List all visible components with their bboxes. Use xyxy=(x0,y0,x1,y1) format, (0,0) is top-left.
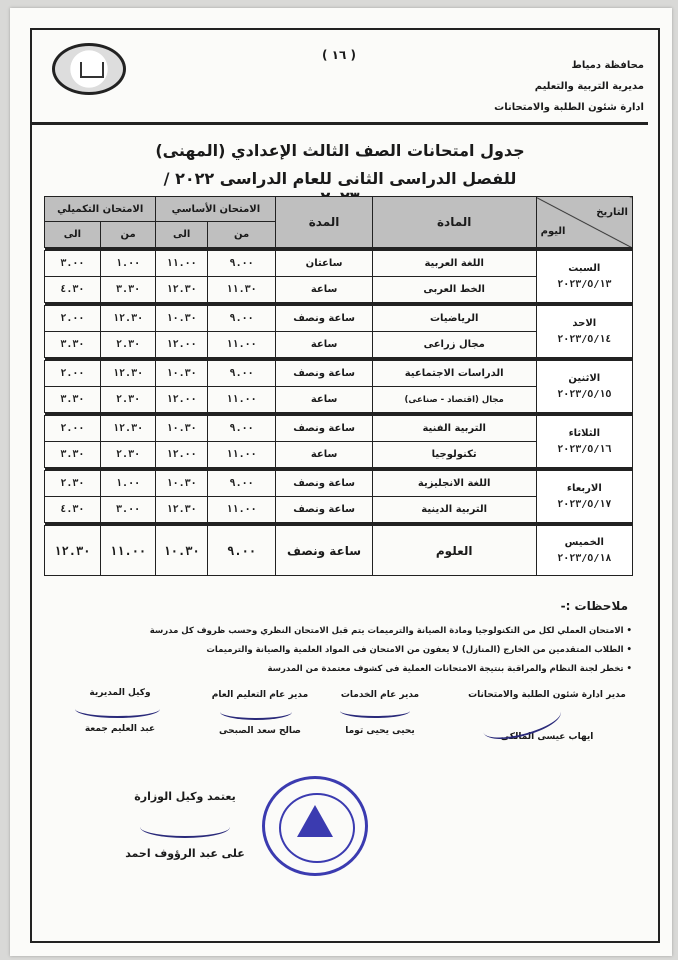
main-from-cell: ٩.٠٠ xyxy=(207,361,276,387)
day-cell xyxy=(536,526,632,576)
table-row xyxy=(45,251,633,277)
supp-from-cell: ١.٠٠ xyxy=(100,251,156,277)
schedule-subtitle: للفصل الدراسى الثانى للعام الدراسى ٢٠٢٢ / xyxy=(163,169,517,188)
duration-header: المدة xyxy=(276,197,372,248)
header-authority xyxy=(494,55,644,118)
day-date: ٢٠٢٣/٥/١٤ xyxy=(557,333,612,345)
day-date: ٢٠٢٣/٥/١٦ xyxy=(557,443,612,455)
supp-to-cell: ٣.٠٠ xyxy=(45,251,101,277)
day-date: ٢٠٢٣/٥/١٥ xyxy=(557,388,612,400)
supp-from-cell: ١.٠٠ xyxy=(100,471,156,497)
main-to-cell: ١٠.٣٠ xyxy=(156,471,207,497)
signature-title: وكيل المديرية xyxy=(89,688,151,698)
supp-to-cell: ٢.٠٠ xyxy=(45,361,101,387)
supp-to-header: الى xyxy=(45,222,101,248)
department: ادارة شئون الطلبة والامتحانات xyxy=(494,102,644,113)
supp-to-cell: ٣.٣٠ xyxy=(45,332,101,358)
main-from-cell: ٩.٠٠ xyxy=(207,251,276,277)
supp-to-cell: ٣.٣٠ xyxy=(45,442,101,468)
notes-list xyxy=(52,622,632,679)
exam-schedule-table xyxy=(44,196,633,576)
supp-exam-header: الامتحان التكميلي xyxy=(45,197,156,222)
duration-cell: ساعة xyxy=(276,277,372,303)
main-from-cell: ٩.٠٠ xyxy=(207,416,276,442)
subject-cell: التربية الفنية xyxy=(372,416,536,442)
main-to-cell: ١٢.٠٠ xyxy=(156,332,207,358)
governorate: محافظة دمياط xyxy=(571,60,644,71)
supp-from-cell: ٢.٣٠ xyxy=(100,387,156,413)
subject-cell: الخط العربى xyxy=(372,277,536,303)
day-date: ٢٠٢٣/٥/١٧ xyxy=(557,498,612,510)
supp-from-cell: ٣.٣٠ xyxy=(100,277,156,303)
table-row xyxy=(45,306,633,332)
table-row xyxy=(45,361,633,387)
main-to-cell: ١٢.٣٠ xyxy=(156,497,207,523)
table-row xyxy=(45,416,633,442)
table-row xyxy=(45,471,633,497)
supp-from-cell: ١٢.٣٠ xyxy=(100,306,156,332)
main-to-cell: ١٠.٣٠ xyxy=(156,526,207,576)
day-date: ٢٠٢٣/٥/١٣ xyxy=(557,278,612,290)
note-item: • الطلاب المتقدمين من الخارج (المنازل) لا يعفون من الامتحان فى المواد العلمية والصيانة والترميمات xyxy=(206,645,632,655)
signature-title: مدير ادارة شئون الطلبة والامتحانات xyxy=(468,690,626,700)
supp-from-header: من xyxy=(100,222,156,248)
approval-title: يعتمد وكيل الوزارة xyxy=(134,790,236,803)
main-from-cell: ١١.٣٠ xyxy=(207,277,276,303)
day-name: الاحد xyxy=(572,317,597,329)
supp-to-cell: ٢.٣٠ xyxy=(45,471,101,497)
official-stamp xyxy=(262,776,368,876)
supp-to-cell: ١٢.٣٠ xyxy=(45,526,101,576)
subject-cell: مجال زراعى xyxy=(372,332,536,358)
main-to-cell: ١٢.٠٠ xyxy=(156,387,207,413)
main-from-cell: ١١.٠٠ xyxy=(207,442,276,468)
main-from-cell: ١١.٠٠ xyxy=(207,387,276,413)
supp-from-cell: ٣.٠٠ xyxy=(100,497,156,523)
signature-block xyxy=(200,690,320,736)
handwritten-signature xyxy=(75,700,160,718)
signature-title: مدير عام الخدمات xyxy=(340,690,420,700)
main-to-header: الى xyxy=(156,222,207,248)
day-cell xyxy=(536,361,632,413)
note-item: • الامتحان العملي لكل من التكنولوجيا ومادة الصيانة والترميمات يتم قبل الامتحان النظري وحسب ظروف كل مدرسة xyxy=(149,626,632,636)
handwritten-signature xyxy=(220,704,292,720)
duration-cell: ساعة xyxy=(276,387,372,413)
signature-block xyxy=(60,688,180,734)
main-to-cell: ١١.٠٠ xyxy=(156,251,207,277)
duration-cell: ساعتان xyxy=(276,251,372,277)
day-cell xyxy=(536,251,632,303)
subject-cell: تكنولوجيا xyxy=(372,442,536,468)
handwritten-signature xyxy=(140,816,230,838)
day-header: اليوم xyxy=(540,226,566,237)
supp-from-cell: ٢.٣٠ xyxy=(100,332,156,358)
supp-from-cell: ١٢.٣٠ xyxy=(100,416,156,442)
supp-to-cell: ٢.٠٠ xyxy=(45,306,101,332)
main-to-cell: ١٠.٣٠ xyxy=(156,361,207,387)
main-to-cell: ١٢.٣٠ xyxy=(156,277,207,303)
duration-cell: ساعة xyxy=(276,442,372,468)
page-number: ( ١٦ ) xyxy=(322,48,356,62)
subject-cell: مجال (اقتصاد - صناعى) xyxy=(372,387,536,413)
supp-to-cell: ٤.٣٠ xyxy=(45,497,101,523)
notes-title: ملاحظات :- xyxy=(560,599,628,613)
day-name: السبت xyxy=(568,262,601,274)
subject-cell: اللغة الانجليزية xyxy=(372,471,536,497)
main-from-cell: ٩.٠٠ xyxy=(207,306,276,332)
note-text: الامتحان العملي لكل من التكنولوجيا ومادة الصيانة والترميمات يتم قبل الامتحان النظري وحسب ظروف كل مدرسة xyxy=(149,626,624,636)
main-from-cell: ١١.٠٠ xyxy=(207,332,276,358)
duration-cell: ساعة ونصف xyxy=(276,361,372,387)
book-icon xyxy=(80,62,104,78)
duration-cell: ساعة ونصف xyxy=(276,526,372,576)
main-from-cell: ١١.٠٠ xyxy=(207,497,276,523)
main-from-cell: ٩.٠٠ xyxy=(207,526,276,576)
signature-block xyxy=(452,690,642,742)
subject-cell: الرياضيات xyxy=(372,306,536,332)
duration-cell: ساعة ونصف xyxy=(276,497,372,523)
signature-name: ايهاب عيسى المالكى xyxy=(500,732,594,742)
supp-from-cell: ١٢.٣٠ xyxy=(100,361,156,387)
main-from-cell: ٩.٠٠ xyxy=(207,471,276,497)
main-to-cell: ١٠.٣٠ xyxy=(156,306,207,332)
day-cell xyxy=(536,416,632,468)
signature-name: يحيى يحيى توما xyxy=(345,726,415,736)
subject-cell: اللغة العربية xyxy=(372,251,536,277)
duration-cell: ساعة xyxy=(276,332,372,358)
supp-to-cell: ٣.٣٠ xyxy=(45,387,101,413)
day-name: الخميس xyxy=(564,536,604,548)
approval-block xyxy=(110,790,260,860)
supp-from-cell: ٢.٣٠ xyxy=(100,442,156,468)
date-day-header xyxy=(536,197,632,248)
main-to-cell: ١٢.٠٠ xyxy=(156,442,207,468)
duration-cell: ساعة ونصف xyxy=(276,416,372,442)
day-name: الاربعاء xyxy=(566,482,602,494)
day-name: الثلاثاء xyxy=(568,427,601,439)
table-row xyxy=(45,526,633,576)
subject-cell: التربية الدينية xyxy=(372,497,536,523)
signature-name: صالح سعد الصبحى xyxy=(219,726,301,736)
signature-title: مدير عام التعليم العام xyxy=(211,690,309,700)
duration-cell: ساعة ونصف xyxy=(276,471,372,497)
supp-to-cell: ٤.٣٠ xyxy=(45,277,101,303)
day-date: ٢٠٢٣/٥/١٨ xyxy=(557,552,612,564)
signature-block xyxy=(325,690,435,736)
main-to-cell: ١٠.٣٠ xyxy=(156,416,207,442)
subject-cell: الدراسات الاجتماعية xyxy=(372,361,536,387)
date-header: التاريخ xyxy=(596,207,628,218)
schedule-title: جدول امتحانات الصف الثالث الإعدادي (المهنى) xyxy=(155,141,525,160)
note-item: • تخطر لجنة النظام والمراقبة بنتيجة الامتحانات العملية فى كشوف معتمدة من المدرسة xyxy=(267,664,632,674)
handwritten-signature xyxy=(340,704,410,718)
directorate: مديرية التربية والتعليم xyxy=(534,81,644,92)
signature-name: عبد العليم جمعة xyxy=(84,724,156,734)
subject-cell: العلوم xyxy=(372,526,536,576)
day-name: الاثنين xyxy=(568,372,601,384)
day-cell xyxy=(536,306,632,358)
ministry-logo xyxy=(52,43,126,95)
approval-name: على عبد الرؤوف احمد xyxy=(125,847,245,860)
supp-to-cell: ٢.٠٠ xyxy=(45,416,101,442)
subject-header: المادة xyxy=(372,197,536,248)
main-from-header: من xyxy=(207,222,276,248)
day-cell xyxy=(536,471,632,523)
duration-cell: ساعة ونصف xyxy=(276,306,372,332)
header-divider xyxy=(32,122,648,125)
note-text: الطلاب المتقدمين من الخارج (المنازل) لا يعفون من الامتحان فى المواد العلمية والصيانة والترميمات xyxy=(206,645,624,655)
supp-from-cell: ١١.٠٠ xyxy=(100,526,156,576)
note-text: تخطر لجنة النظام والمراقبة بنتيجة الامتحانات العملية فى كشوف معتمدة من المدرسة xyxy=(267,664,624,674)
emblem-icon xyxy=(297,805,333,837)
main-exam-header: الامتحان الأساسي xyxy=(156,197,276,222)
